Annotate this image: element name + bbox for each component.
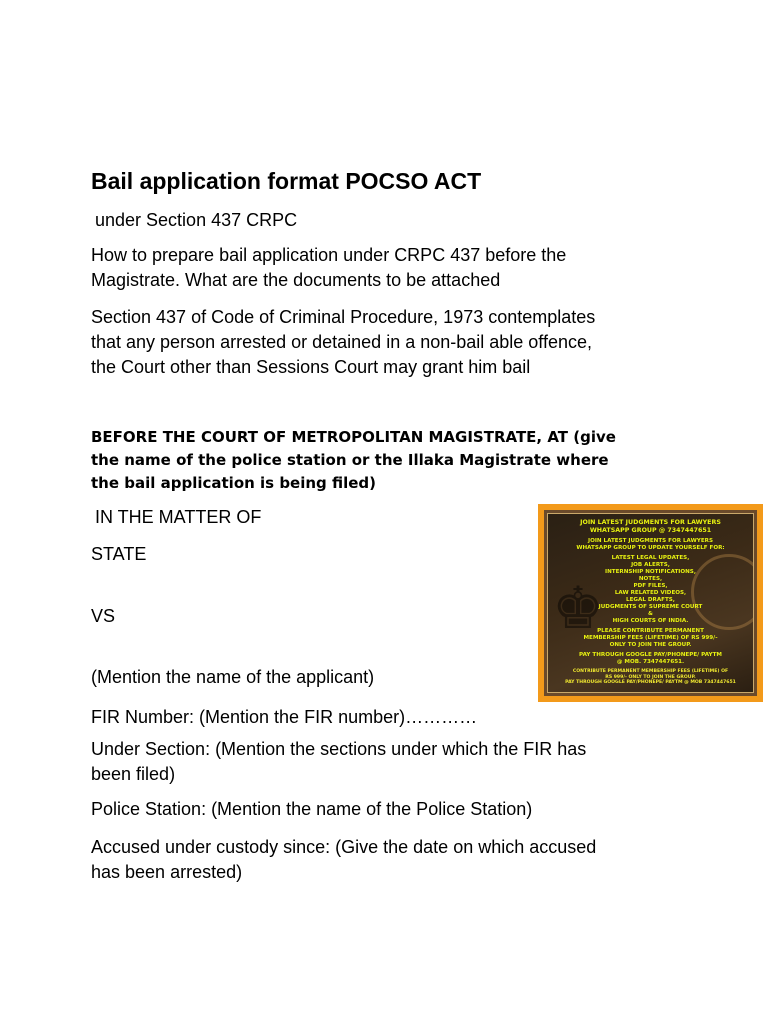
police-station-field: Police Station: (Mention the name of the Police Station) bbox=[91, 799, 533, 819]
document-title: Bail application format POCSO ACT bbox=[91, 168, 482, 194]
whatsapp-group-advert[interactable] bbox=[538, 504, 763, 702]
versus-label: VS bbox=[91, 606, 116, 626]
custody-since-field: Accused under custody since: (Give the date on which accused has been arrested) bbox=[91, 837, 597, 882]
advert-text: JOIN LATEST JUDGMENTS FOR LAWYERS WHATSAPP GROUP @ 7347447651 JOIN LATEST JUDGMENTS FOR LAWYERS WHATSAPP GROUP TO UPDATE YOURSELF FOR: LATEST LEGAL UPDATES, JOB ALERTS, INTERNSHIP NOTIFICATIONS, NOTES, PDF FILES, LAW RELATED VIDEOS, LEGAL DRAFTS, JUDGMENTS OF SUPREME COURT & HIGH COURTS OF INDIA. PLEASE CONTRIBUTE PERMANENT MEMBERSHIP FEES (LIFETIME) OF RS 999/- ONLY TO JOIN THE GROUP. PAY THROUGH GOOGLE PAY/PHONEPE/ PAYTM @ MOB. 7347447651. CONTRIBUTE PERMANENT MEMBERSHIP FEES (LIFETIME) OF RS 999/- ONLY TO JOIN THE GROUP. PAY THROUGH GOOGLE PAY/PHONEPE/ PAYTM @ MOB 7347447651 bbox=[565, 519, 736, 686]
advert-panel bbox=[547, 513, 754, 693]
fir-number-field: FIR Number: (Mention the FIR number)………… bbox=[91, 707, 478, 727]
party-state: STATE bbox=[91, 544, 147, 564]
under-section-field: Under Section: (Mention the sections under which the FIR has been filed) bbox=[91, 739, 587, 784]
paragraph-section-437: Section 437 of Code of Criminal Procedure, 1973 contemplates that any person arrested or detained in a non-bail able offence, the Court other than Sessions Court may grant him bail bbox=[91, 307, 596, 377]
applicant-name-field: (Mention the name of the applicant) bbox=[91, 667, 375, 687]
chess-king-icon: ♚ bbox=[552, 574, 604, 642]
document-subtitle: under Section 437 CRPC bbox=[95, 210, 298, 230]
in-the-matter-of: IN THE MATTER OF bbox=[95, 507, 262, 527]
paragraph-how-to-prepare: How to prepare bail application under CRPC 437 before the Magistrate. What are the documents to be attached bbox=[91, 245, 567, 290]
court-heading: BEFORE THE COURT OF METROPOLITAN MAGISTRATE, AT (give the name of the police station or the Illaka Magistrate where the bail application is being filed) bbox=[91, 428, 616, 492]
